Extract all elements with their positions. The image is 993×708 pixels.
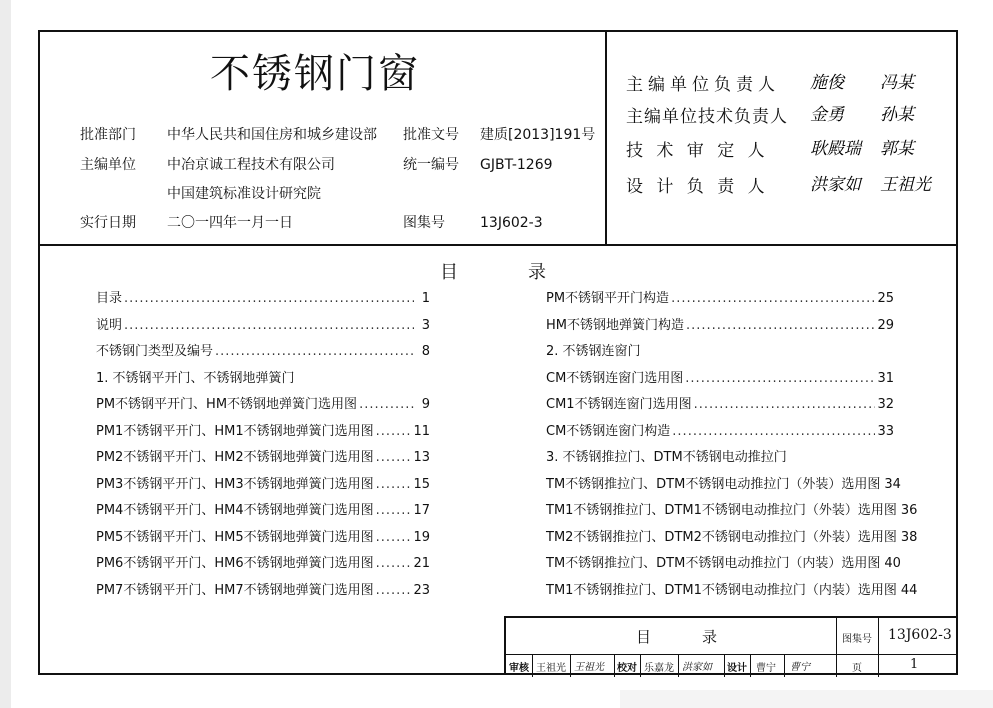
- atlas-value: 13J602-3: [480, 215, 543, 231]
- toc-entry-page: 33: [877, 423, 894, 439]
- toc-entry-page: 3: [421, 317, 430, 333]
- toc-entry-page: 31: [877, 370, 894, 386]
- toc-entry: [96, 582, 430, 600]
- toc-entry-label: PM4不锈钢平开门、HM4不锈钢地弹簧门选用图: [96, 503, 374, 518]
- page-label: 页: [852, 663, 862, 674]
- role-label: 主编单位负责人: [626, 75, 780, 95]
- signature: 郭某: [880, 139, 914, 159]
- signature: 施俊: [810, 73, 844, 93]
- role-label: 设 计 负 责 人: [626, 177, 769, 197]
- approve-doc-value: 建质[2013]191号: [480, 127, 596, 143]
- toc-title-char: 录: [528, 262, 546, 283]
- toc-entry-page: 1: [421, 291, 430, 306]
- toc-entry-page: 25: [877, 291, 894, 306]
- toc-leader-dots: [124, 317, 414, 335]
- toc-entry: [96, 290, 430, 308]
- toc-entry-page: 23: [413, 582, 430, 598]
- signature: 王祖光: [574, 662, 604, 673]
- review-label: 审核: [509, 663, 529, 674]
- toc-entry: [96, 476, 430, 494]
- signature: 冯某: [880, 73, 914, 93]
- toc-leader-dots: [376, 476, 412, 494]
- cell-divider: [750, 654, 751, 677]
- toc-entry-label: TM不锈钢推拉门、DTM不锈钢电动推拉门（外装）选用图: [546, 476, 881, 492]
- scan-left-margin: [0, 0, 11, 708]
- toc-entry-label: PM5不锈钢平开门、HM5不锈钢地弹簧门选用图: [96, 529, 374, 545]
- toc-entry: [546, 476, 901, 494]
- toc-entry-label: TM1不锈钢推拉门、DTM1不锈钢电动推拉门（内装）选用图: [546, 582, 897, 598]
- editor-label: 主编单位: [80, 157, 136, 173]
- toc-entry: [96, 449, 430, 467]
- toc-leader-dots: [376, 449, 412, 467]
- toc-entry-page: 44: [900, 582, 918, 598]
- toc-entry-label: PM1不锈钢平开门、HM1不锈钢地弹簧门选用图: [96, 423, 374, 439]
- atlas-value: 13J602-3: [888, 627, 952, 643]
- toc-entry-label: CM不锈钢连窗门选用图: [546, 370, 684, 386]
- toc-leader-dots: [215, 343, 414, 361]
- cell-divider: [614, 654, 615, 677]
- cell-divider: [878, 654, 879, 677]
- toc-entry-page: 11: [413, 423, 430, 439]
- design-label: 设计: [727, 663, 747, 674]
- toc-entry: [546, 582, 918, 600]
- toc-entry-label: TM不锈钢推拉门、DTM不锈钢电动推拉门（内装）选用图: [546, 556, 881, 571]
- approve-dept-label: 批准部门: [80, 127, 136, 143]
- uniform-no-value: GJBT-1269: [480, 157, 553, 173]
- signature: 耿殿瑞: [810, 139, 861, 159]
- toc-entry: [546, 317, 894, 335]
- check-name: 乐嘉龙: [644, 663, 674, 674]
- toc-entry-label: TM2不锈钢推拉门、DTM2不锈钢电动推拉门（外装）选用图: [546, 529, 897, 545]
- role-label: 主编单位技术负责人: [626, 107, 788, 127]
- uniform-no-label: 统一编号: [403, 157, 459, 173]
- toc-section-heading: [96, 370, 430, 388]
- toc-leader-dots: [376, 582, 412, 600]
- toc-entry-label: 2. 不锈钢连窗门: [546, 344, 641, 359]
- toc-section-heading: [546, 449, 894, 467]
- approve-dept-value: 中华人民共和国住房和城乡建设部: [167, 127, 377, 143]
- toc-entry-label: PM2不锈钢平开门、HM2不锈钢地弹簧门选用图: [96, 450, 374, 465]
- check-label: 校对: [617, 663, 637, 674]
- title-block-title-char: 录: [702, 628, 718, 646]
- toc-entry: [546, 370, 894, 388]
- toc-entry-page: 36: [900, 503, 918, 518]
- toc-entry-label: 1. 不锈钢平开门、不锈钢地弹簧门: [96, 370, 295, 386]
- date-value: 二〇一四年一月一日: [167, 215, 293, 231]
- signature: 洪家如: [810, 175, 861, 195]
- signature: 洪家如: [682, 662, 712, 673]
- editor-value-2: 中国建筑标准设计研究院: [167, 186, 321, 202]
- toc-entry-page: 17: [413, 503, 430, 518]
- toc-entry-label: PM不锈钢平开门、HM不锈钢地弹簧门选用图: [96, 397, 358, 412]
- cell-divider: [570, 654, 571, 677]
- toc-entry-page: 34: [884, 476, 901, 492]
- signature: 孙某: [880, 105, 914, 125]
- toc-entry-label: CM1不锈钢连窗门选用图: [546, 397, 692, 412]
- toc-entry: [96, 529, 430, 547]
- toc-entry-page: 38: [900, 529, 918, 545]
- toc-leader-dots: [694, 396, 876, 414]
- toc-leader-dots: [376, 423, 412, 441]
- toc-entry-label: PM不锈钢平开门构造: [546, 291, 670, 306]
- toc-entry: [96, 423, 430, 441]
- header-divider: [38, 244, 958, 246]
- signature: 王祖光: [880, 175, 931, 195]
- toc-entry-label: 说明: [96, 317, 123, 333]
- approve-doc-label: 批准文号: [403, 127, 459, 143]
- design-name: 曹宁: [756, 663, 776, 674]
- toc-entry-page: 15: [413, 476, 430, 492]
- document-title: 不锈钢门窗: [210, 51, 420, 97]
- toc-entry: [546, 290, 894, 308]
- date-label: 实行日期: [80, 215, 136, 231]
- toc-entry: [546, 555, 901, 573]
- signature: 金勇: [810, 105, 844, 125]
- signature: 曹宁: [790, 662, 810, 673]
- toc-title-char: 目: [440, 262, 458, 283]
- cell-divider: [784, 654, 785, 677]
- role-label: 技 术 审 定 人: [626, 141, 769, 161]
- toc-entry-page: 19: [413, 529, 430, 545]
- toc-entry: [96, 555, 430, 573]
- toc-leader-dots: [376, 555, 412, 573]
- toc-entry-label: CM不锈钢连窗门构造: [546, 423, 671, 439]
- toc-leader-dots: [376, 529, 412, 547]
- toc-entry-label: PM3不锈钢平开门、HM3不锈钢地弹簧门选用图: [96, 476, 374, 492]
- toc-entry-page: 40: [884, 556, 901, 571]
- cell-divider: [640, 654, 641, 677]
- toc-entry: [546, 396, 894, 414]
- toc-entry-label: PM6不锈钢平开门、HM6不锈钢地弹簧门选用图: [96, 556, 374, 571]
- title-block-title-char: 目: [636, 628, 652, 646]
- scan-bottom-strip: [620, 690, 993, 708]
- cell-divider: [836, 618, 837, 654]
- atlas-label: 图集号: [403, 215, 445, 231]
- toc-entry-label: 不锈钢门类型及编号: [96, 344, 214, 359]
- toc-entry-page: 9: [421, 397, 430, 412]
- page-value: 1: [910, 657, 919, 672]
- toc-entry: [96, 343, 430, 361]
- toc-entry-label: 3. 不锈钢推拉门、DTM不锈钢电动推拉门: [546, 450, 787, 465]
- atlas-label: 图集号: [842, 634, 872, 645]
- cell-divider: [836, 654, 837, 677]
- toc-leader-dots: [376, 502, 412, 520]
- toc-entry-page: 21: [413, 556, 430, 571]
- toc-entry: [546, 423, 894, 441]
- toc-leader-dots: [359, 396, 414, 414]
- title-block: [504, 616, 958, 675]
- toc-entry-label: HM不锈钢地弹簧门构造: [546, 317, 684, 333]
- toc-entry-label: PM7不锈钢平开门、HM7不锈钢地弹簧门选用图: [96, 582, 374, 598]
- editor-value-1: 中冶京诚工程技术有限公司: [167, 157, 335, 173]
- toc-entry-label: 目录: [96, 291, 123, 306]
- toc-leader-dots: [124, 290, 414, 308]
- toc-entry: [546, 502, 918, 520]
- toc-entry: [546, 529, 918, 547]
- cell-divider: [678, 654, 679, 677]
- toc-leader-dots: [685, 370, 875, 388]
- toc-leader-dots: [671, 290, 875, 308]
- toc-entry-page: 8: [421, 344, 430, 359]
- header-vertical-divider: [605, 30, 607, 245]
- toc-entry: [96, 502, 430, 520]
- cell-divider: [724, 654, 725, 677]
- cell-divider: [532, 654, 533, 677]
- toc-entry-page: 32: [877, 397, 894, 412]
- toc-section-heading: [546, 343, 894, 361]
- toc-leader-dots: [672, 423, 875, 441]
- review-name: 王祖光: [536, 663, 566, 674]
- toc-entry: [96, 396, 430, 414]
- cell-divider: [878, 618, 879, 654]
- toc-entry-page: 13: [413, 450, 430, 465]
- toc-leader-dots: [686, 317, 875, 335]
- toc-entry-label: TM1不锈钢推拉门、DTM1不锈钢电动推拉门（外装）选用图: [546, 503, 897, 518]
- toc-entry-page: 29: [877, 317, 894, 333]
- toc-entry: [96, 317, 430, 335]
